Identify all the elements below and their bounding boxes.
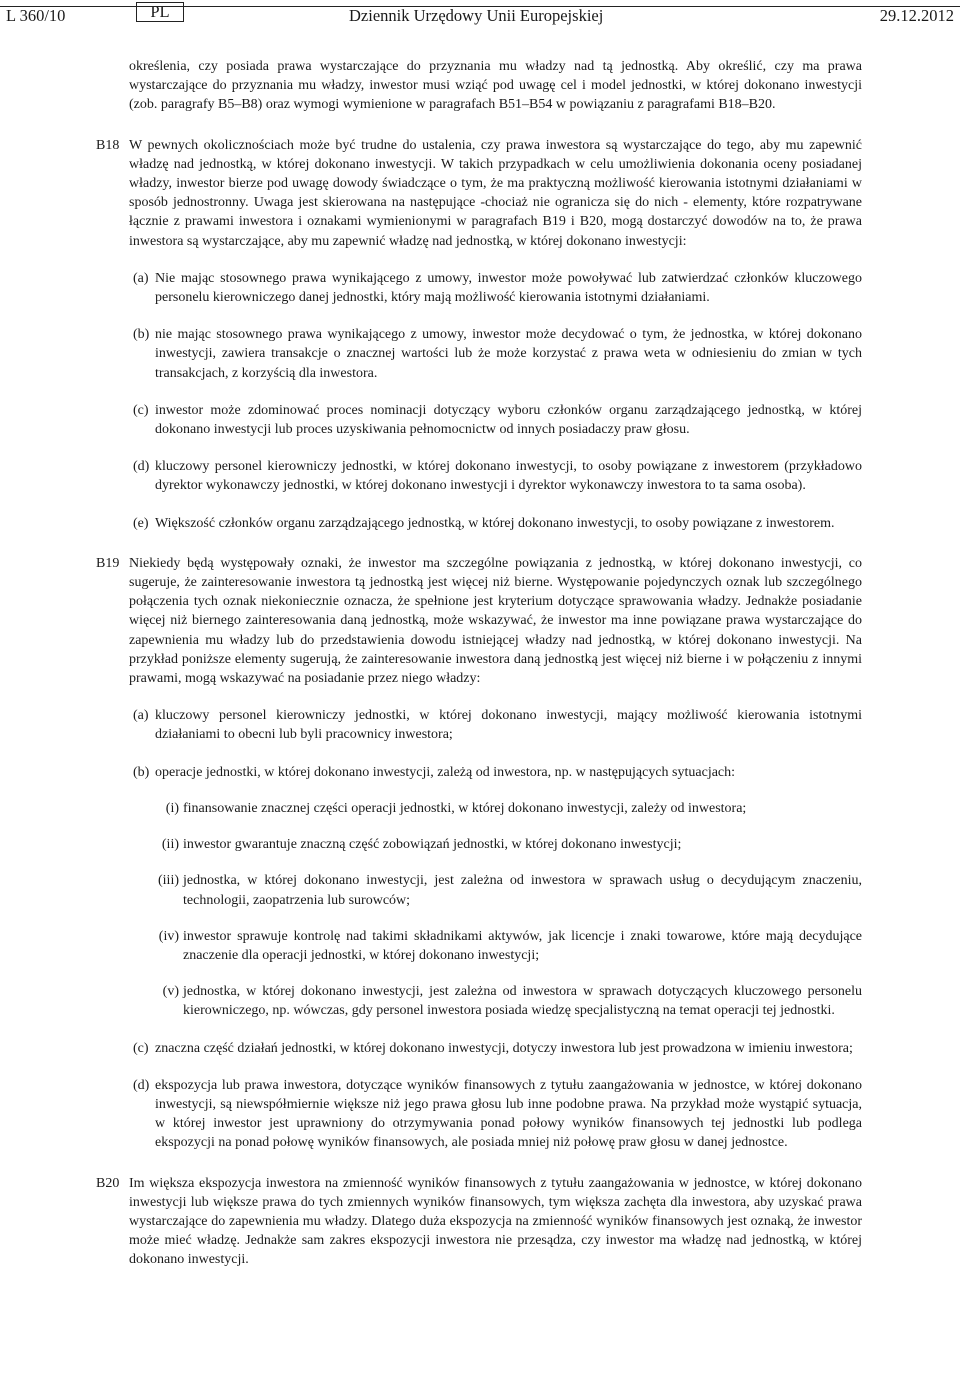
section-b18	[0, 136, 960, 533]
section-text: W pewnych okolicznościach może być trudne do ustalenia, czy prawa inwestora są wystarczające do tego, aby mu zapewnić władzę nad jednostką, w której dokonano inwestycji. W takich przypadkach w celu umożliwienia dokonania oceny posiadanej władzy, inwestor bierze pod uwagę dowody świadczące o tym, że ma praktyczną możliwość kierowania istotnymi działaniami w sposób jednostronny. Uwaga jest skierowana na następujące -chociaż nie ogranicza się do nich - elementy, które rozpatrywane łącznie z prawami inwestora i oznakami wymienionymi w paragrafach B19 i B20, mogą dostarczyć dowodów na to, że prawa inwestora są wystarczające, aby mu zapewnić władzę nad jednostką, w której dokonano inwestycji:	[129, 137, 862, 249]
list-item	[0, 763, 960, 782]
item-label: (b)	[133, 327, 150, 343]
intro-paragraph: określenia, czy posiada prawa wystarczające do przyznania mu władzy nad tą jednostką. Aby określić, czy ma prawa wystarczające do przyznania mu władzy, inwestor musi wziąć pod uwagę cel i model jednostki, w której dokonano inwestycji (zob. paragrafy B5–B8) oraz wymogi wymienione w paragrafach B51–B54 w powiązaniu z paragrafami B18–B20.	[129, 59, 862, 113]
item-text: Nie mając stosownego prawa wynikającego z umowy, inwestor może powoływać lub zatwierdzać członków kluczowego personelu kierowniczego danej jednostki, który mają możliwość kierowania istotnymi działaniami.	[155, 270, 862, 306]
header-rule	[0, 6, 960, 7]
item-label: (c)	[133, 402, 149, 418]
item-label: (c)	[133, 1040, 149, 1056]
sub-list-item	[0, 927, 960, 965]
sub-item-label: (iii)	[158, 873, 179, 889]
item-label: (e)	[133, 515, 149, 531]
item-text: nie mając stosownego prawa wynikającego z umowy, inwestor może decydować o tym, że jednostka, w której dokonano inwestycji, zawiera transakcje o znacznej wartości lub że może korzystać z prawa weta w odniesieniu do zmian w tych transakcjach, z korzyścią dla inwestora.	[155, 327, 862, 381]
sub-list-item	[0, 799, 960, 818]
sub-item-text: inwestor sprawuje kontrolę nad takimi składnikami aktywów, jak licencje i znaki towarowe, które mają decydujące znaczenie dla operacji jednostki, w której dokonano inwestycji;	[183, 928, 862, 963]
item-text: inwestor może zdominować proces nominacji dotyczący wyboru członków organu zarządzającego jednostką, w której dokonano inwestycji lub proces uzyskiwania pełnomocnictw od innych posiadaczy praw głosu.	[155, 402, 862, 438]
sub-item-label: (v)	[162, 984, 179, 1000]
section-label: B18	[96, 137, 120, 153]
list-item	[0, 401, 960, 439]
item-label: (d)	[133, 459, 150, 475]
journal-title: Dziennik Urzędowy Unii Europejskiej	[349, 6, 604, 25]
list-item	[0, 269, 960, 307]
list-item	[0, 514, 960, 533]
list-item	[0, 706, 960, 744]
section-label: B20	[96, 1175, 120, 1191]
sub-item-text: inwestor gwarantuje znaczną część zobowiązań jednostki, w której dokonano inwestycji;	[183, 837, 682, 853]
sub-item-text: finansowanie znacznej części operacji jednostki, w której dokonano inwestycji, zależy od inwestora;	[183, 800, 747, 816]
item-text: operacje jednostki, w której dokonano inwestycji, zależą od inwestora, np. w następujących sytuacjach:	[155, 764, 736, 780]
language-badge: PL	[136, 2, 184, 22]
sub-item-text: jednostka, w której dokonano inwestycji, jest zależna od inwestora w sprawach dotyczących kluczowego personelu kierowniczego, np. wówczas, gdy personel inwestora posiada wiedzę specjalistyczną na temat operacji tej jednostki.	[183, 984, 862, 1019]
document-body	[0, 57, 960, 1270]
sub-list-item	[0, 835, 960, 854]
list-item	[0, 325, 960, 383]
item-label: (b)	[133, 764, 150, 780]
section-text: Im większa ekspozycja inwestora na zmienność wyników finansowych z tytułu zaangażowania w jednostce, w której dokonano inwestycji lub większe prawa do tych zmiennych wyników finansowych, tym większa zachęta dla inwestora, aby uzyskać prawa wystarczające do zapewnienia mu władzy. Dlatego duża ekspozycja na zmienność wyników finansowych jest oznaką, że inwestor może mieć władzę. Jednakże sam zakres ekspozycji inwestora nie przesądza, czy inwestor ma władzę nad jednostką, w której dokonano inwestycji.	[129, 1175, 862, 1268]
page-number: L 360/10	[6, 6, 66, 25]
sub-item-text: jednostka, w której dokonano inwestycji, jest zależna od inwestora w sprawach usług o decydującym znaczeniu, technologii, zaopatrzenia lub surowców;	[183, 873, 862, 908]
section-label: B19	[96, 555, 120, 571]
list-item	[0, 1039, 960, 1058]
item-label: (a)	[133, 270, 149, 286]
section-b20	[0, 1174, 960, 1270]
item-text: znaczna część działań jednostki, w której dokonano inwestycji, dotyczy inwestora lub jest prowadzona w imieniu inwestora;	[155, 1040, 853, 1056]
sub-item-label: (iv)	[158, 928, 179, 944]
item-text: ekspozycja lub prawa inwestora, dotyczące wyników finansowych z tytułu zaangażowania w jednostce, w której dokonano inwestycji, są niewspółmiernie większe niż jego prawa głosu lub inne podobne prawa. Na przykład może wystąpić sytuacja, w której inwestor jest uprawniony do otrzymywania ponad połowy wyników finansowych tej jednostki lub podlega ekspozycji na ponad połowę wyników finansowych, ale posiada mniej niż połowę praw głosu w danej jednostce.	[155, 1077, 862, 1151]
item-text: kluczowy personel kierowniczy jednostki, w której dokonano inwestycji, mający możliwość kierowania istotnymi działaniami to obecni lub byli pracownicy inwestora;	[155, 708, 862, 743]
item-text: Większość członków organu zarządzającego jednostką, w której dokonano inwestycji, to osoby powiązane z inwestorem.	[155, 515, 835, 531]
sub-list-item	[0, 982, 960, 1020]
page-header	[0, 0, 960, 34]
item-label: (a)	[133, 708, 149, 724]
list-item	[0, 1076, 960, 1153]
section-text: Niekiedy będą występowały oznaki, że inwestor ma szczególne powiązania z jednostką, w której dokonano inwestycji, co sugeruje, że zainteresowanie inwestora tą jednostką jest więcej niż bierne. Występowanie pojedynczych oznak lub szczególnego połączenia tych oznak niekoniecznie oznacza, że spełnione jest kryterium dotyczące sprawowania władzy. Jednakże posiadanie więcej niż biernego zainteresowania daną jednostką, może wskazywać, że inwestor ma inne powiązane prawa wystarczające do zapewnienia mu władzy lub do przedstawienia dowodu istniejącej władzy nad jednostką, w której dokonano inwestycji. Na przykład poniższe elementy sugerują, że zainteresowanie inwestora daną jednostką jest więcej niż bierne i w połączeniu z innymi prawami, mogą wskazywać na posiadanie przez niego władzy:	[129, 555, 862, 687]
item-text: kluczowy personel kierowniczy jednostki, w której dokonano inwestycji, to osoby powiązane z inwestorem (przykładowo dyrektor wykonawczy jednostki, w której dokonano inwestycji i dyrektor wykonawczy inwestora to ta sama osoba).	[155, 459, 862, 494]
publication-date: 29.12.2012	[879, 6, 954, 25]
list-item	[0, 457, 960, 495]
sub-item-label: (ii)	[161, 837, 179, 853]
section-b19	[0, 554, 960, 1153]
item-label: (d)	[133, 1077, 150, 1093]
sub-item-label: (i)	[165, 800, 179, 816]
sub-list-item	[0, 871, 960, 909]
